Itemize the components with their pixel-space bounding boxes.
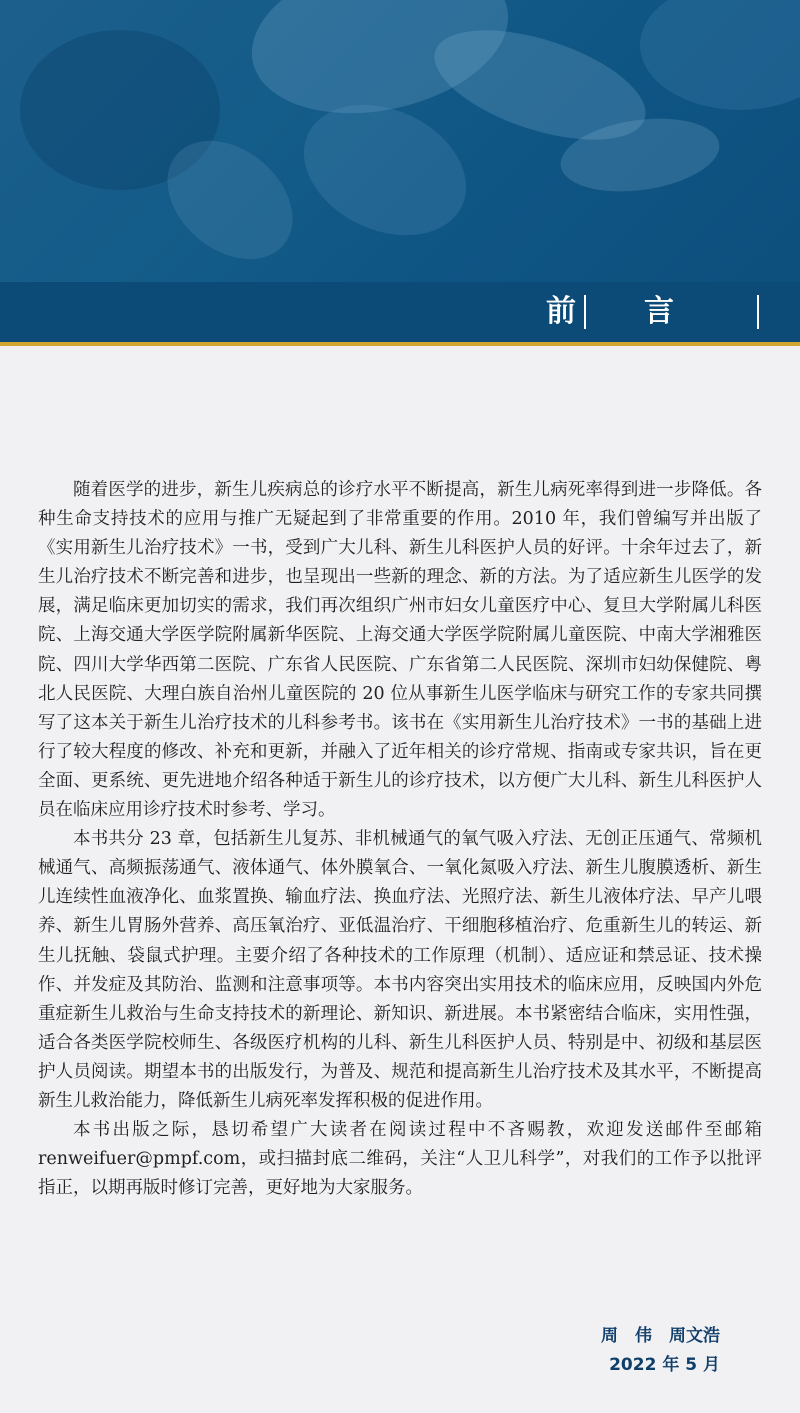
paragraph: 本书出版之际，恳切希望广大读者在阅读过程中不吝赐教，欢迎发送邮件至邮箱 renweifuer@pmpf.com，或扫描封底二维码，关注“人卫儿科学”，对我们的工作予以批评指正，以期再版时修订完善，更好地为大家服务。 (38, 1120, 762, 1199)
paragraph: 随着医学的进步，新生儿疾病总的诊疗水平不断提高，新生儿病死率得到进一步降低。各种生命支持技术的应用与推广无疑起到了非常重要的作用。2010 年，我们曾编写并出版了《实用新生儿治疗技术》一书，受到广大儿科、新生儿科医护人员的好评。十余年过去了，新生儿治疗技术不断完善和进步，也呈现出一些新的理念、新的方法。为了适应新生儿医学的发展，满足临床更加切实的需求，我们再次组织广州市妇女儿童医疗中心、复旦大学附属儿科医院、上海交通大学医学院附属新华医院、上海交通大学医学院附属儿童医院、中南大学湘雅医院、四川大学华西第二医院、广东省人民医院、广东省第二人民医院、深圳市妇幼保健院、粤北人民医院、大理白族自治州儿童医院的 20 位从事新生儿医学临床与研究工作的专家共同撰写了这本关于新生儿治疗技术的儿科参考书。该书在《实用新生儿治疗技术》一书的基础上进行了较大程度的修改、补充和更新，并融入了近年相关的诊疗常规、指南或专家共识，旨在更全面、更系统、更先进地介绍各种适于新生儿的诊疗技术，以方便广大儿科、新生儿科医护人员在临床应用诊疗技术时参考、学习。 (38, 480, 762, 821)
paragraph: 本书共分 23 章，包括新生儿复苏、非机械通气的氧气吸入疗法、无创正压通气、常频机械通气、高频振荡通气、液体通气、体外膜氧合、一氧化氮吸入疗法、新生儿腹膜透析、新生儿连续性血液净化、血浆置换、输血疗法、换血疗法、光照疗法、新生儿液体疗法、早产儿喂养、新生儿胃肠外营养、高压氧治疗、亚低温治疗、干细胞移植治疗、危重新生儿的转运、新生儿抚触、袋鼠式护理。主要介绍了各种技术的工作原理（机制）、适应证和禁忌证、技术操作、并发症及其防治、监测和注意事项等。本书内容突出实用技术的临床应用，反映国内外危重症新生儿救治与生命支持技术的新理论、新知识、新进展。本书紧密结合临床，实用性强，适合各类医学院校师生、各级医疗机构的儿科、新生儿科医护人员、特别是中、初级和基层医护人员阅读。期望本书的出版发行，为普及、规范和提高新生儿治疗技术及其水平，不断提高新生儿救治能力，降低新生儿病死率发挥积极的促进作用。 (38, 829, 762, 1111)
signature-date: 2022 年 5 月 (609, 1355, 720, 1375)
signature-block (601, 1322, 720, 1380)
header-banner-photo (0, 0, 800, 282)
author-names: 周 伟 周文浩 (601, 1326, 720, 1346)
page-title: 前言 (546, 294, 742, 329)
preface-body (38, 476, 762, 1203)
title-bar (0, 282, 800, 342)
accent-line (0, 342, 800, 346)
photo-highlight-shape (640, 0, 800, 110)
title-divider-right (757, 295, 759, 329)
